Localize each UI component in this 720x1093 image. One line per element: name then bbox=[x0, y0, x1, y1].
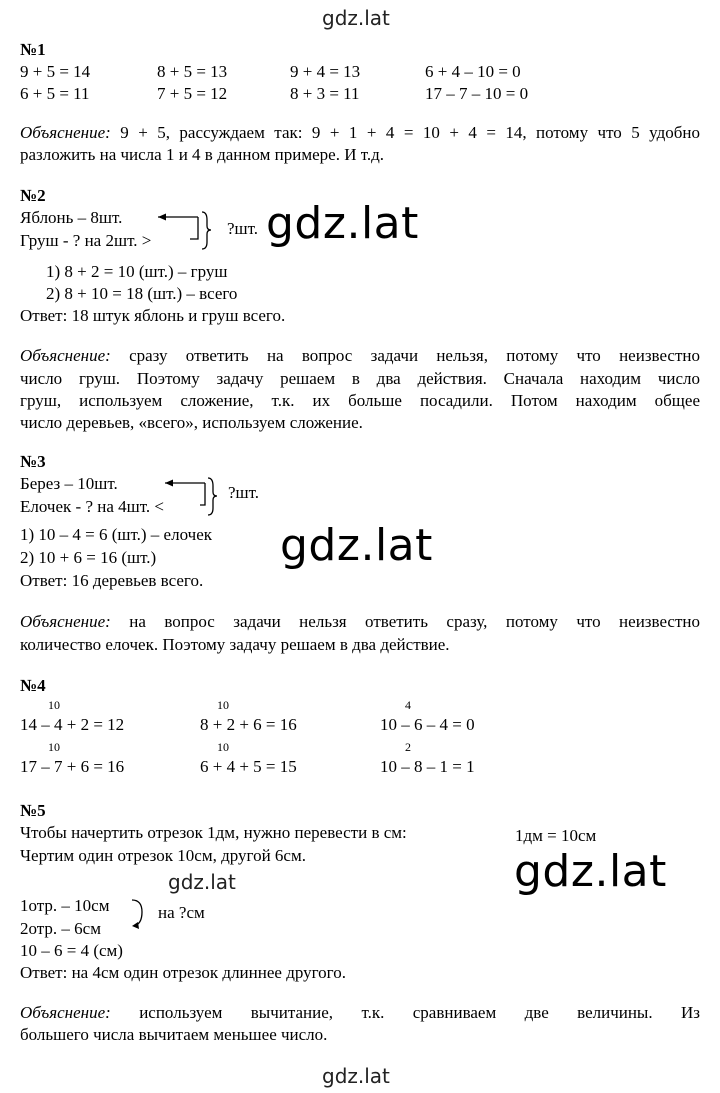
task2-explanation-line bbox=[20, 346, 700, 366]
explanation-text: сразу ответить на вопрос задачи нельзя, потому что неизвестно bbox=[110, 346, 700, 365]
task5-title: №5 bbox=[20, 801, 46, 820]
task1-eq: 8 + 5 = 13 bbox=[157, 62, 228, 81]
task4-eq: 17 – 7 + 6 = 16 bbox=[20, 757, 125, 776]
task1-title: №1 bbox=[20, 40, 46, 59]
task4-hint: 10 bbox=[48, 740, 60, 754]
task4-eq: 8 + 2 + 6 = 16 bbox=[200, 715, 297, 734]
explanation-label: Объяснение: bbox=[20, 346, 111, 365]
task2-condition: Груш - ? на 2шт. > bbox=[20, 231, 152, 250]
task5-conversion: 1дм = 10см bbox=[515, 826, 597, 845]
task5-explanation-line bbox=[20, 1003, 700, 1023]
task5-answer: Ответ: на 4см один отрезок длиннее другого. bbox=[20, 963, 346, 982]
task3-step: 2) 10 + 6 = 16 (шт.) bbox=[20, 548, 157, 567]
explanation-text: используем вычитание, т.к. сравниваем две величины. Из bbox=[110, 1003, 700, 1022]
explanation-label: Объяснение: bbox=[20, 123, 111, 142]
task1-explanation-line bbox=[20, 123, 700, 143]
task2-step: 1) 8 + 2 = 10 (шт.) – груш bbox=[46, 262, 228, 281]
explanation-text: на вопрос задачи нельзя ответить сразу, потому что неизвестно bbox=[110, 612, 700, 631]
task4-eq: 10 – 8 – 1 = 1 bbox=[380, 757, 475, 776]
task3-answer: Ответ: 16 деревьев всего. bbox=[20, 571, 204, 590]
task5-segment: 1отр. – 10см bbox=[20, 896, 110, 915]
task2-step: 2) 8 + 10 = 18 (шт.) – всего bbox=[46, 284, 238, 303]
task4-eq: 14 – 4 + 2 = 12 bbox=[20, 715, 125, 734]
task2-arrow bbox=[150, 210, 210, 250]
task3-question: ?шт. bbox=[228, 483, 260, 502]
task1-eq: 7 + 5 = 12 bbox=[157, 84, 228, 103]
task5-text: Чтобы начертить отрезок 1дм, нужно перевести в см: bbox=[20, 823, 407, 842]
task5-question: на ?см bbox=[158, 903, 205, 922]
task1-eq: 17 – 7 – 10 = 0 bbox=[425, 84, 529, 103]
task2-explanation-line: число груш. Поэтому задачу решаем в два действия. Сначала находим число bbox=[20, 369, 700, 388]
task4-eq: 6 + 4 + 5 = 15 bbox=[200, 757, 297, 776]
watermark-big: gdz.lat bbox=[514, 846, 667, 897]
task1-eq: 8 + 3 = 11 bbox=[290, 84, 360, 103]
task4-hint: 10 bbox=[217, 740, 229, 754]
task4-title: №4 bbox=[20, 676, 46, 695]
watermark-small: gdz.lat bbox=[168, 870, 236, 894]
task1-eq: 6 + 4 – 10 = 0 bbox=[425, 62, 521, 81]
task1-eq: 9 + 5 = 14 bbox=[20, 62, 91, 81]
explanation-label: Объяснение: bbox=[20, 1003, 111, 1022]
task4-hint: 2 bbox=[405, 740, 411, 754]
watermark-top: gdz.lat bbox=[322, 6, 390, 30]
task3-condition: Берез – 10шт. bbox=[20, 474, 118, 493]
task5-segment: 2отр. – 6см bbox=[20, 919, 101, 938]
watermark-big: gdz.lat bbox=[266, 198, 419, 249]
task3-condition: Елочек - ? на 4шт. < bbox=[20, 497, 164, 516]
task1-eq: 9 + 4 = 13 bbox=[290, 62, 361, 81]
watermark-bottom: gdz.lat bbox=[322, 1064, 390, 1088]
task2-title: №2 bbox=[20, 186, 46, 205]
task4-hint: 10 bbox=[217, 698, 229, 712]
task4-hint: 10 bbox=[48, 698, 60, 712]
task3-explanation-line bbox=[20, 612, 700, 632]
watermark-big: gdz.lat bbox=[280, 520, 433, 571]
task1-eq: 6 + 5 = 11 bbox=[20, 84, 90, 103]
explanation-text: 9 + 5, рассуждаем так: 9 + 1 + 4 = 10 + 4 = 14, потому что 5 удобно bbox=[110, 123, 700, 142]
explanation-label: Объяснение: bbox=[20, 612, 111, 631]
task3-title: №3 bbox=[20, 452, 46, 471]
task2-question: ?шт. bbox=[227, 219, 259, 238]
task3-explanation-line: количество елочек. Поэтому задачу решаем в два действие. bbox=[20, 635, 450, 654]
task2-condition: Яблонь – 8шт. bbox=[20, 208, 123, 227]
task2-explanation-line: груш, используем сложение, т.к. их больше посадили. Потом находим общее bbox=[20, 391, 700, 410]
task1-explanation-line: разложить на числа 1 и 4 в данном примере. И т.д. bbox=[20, 145, 385, 164]
task4-eq: 10 – 6 – 4 = 0 bbox=[380, 715, 475, 734]
task3-arrow bbox=[150, 476, 210, 516]
task4-hint: 4 bbox=[405, 698, 411, 712]
task2-answer: Ответ: 18 штук яблонь и груш всего. bbox=[20, 306, 286, 325]
task2-explanation-line: число деревьев, «всего», используем сложение. bbox=[20, 413, 363, 432]
task5-text: Чертим один отрезок 10см, другой 6см. bbox=[20, 846, 306, 865]
task5-compare-arrow bbox=[130, 897, 150, 933]
task3-step: 1) 10 – 4 = 6 (шт.) – елочек bbox=[20, 525, 213, 544]
task5-calc: 10 – 6 = 4 (см) bbox=[20, 941, 123, 960]
task5-explanation-line: большего числа вычитаем меньшее число. bbox=[20, 1025, 328, 1044]
